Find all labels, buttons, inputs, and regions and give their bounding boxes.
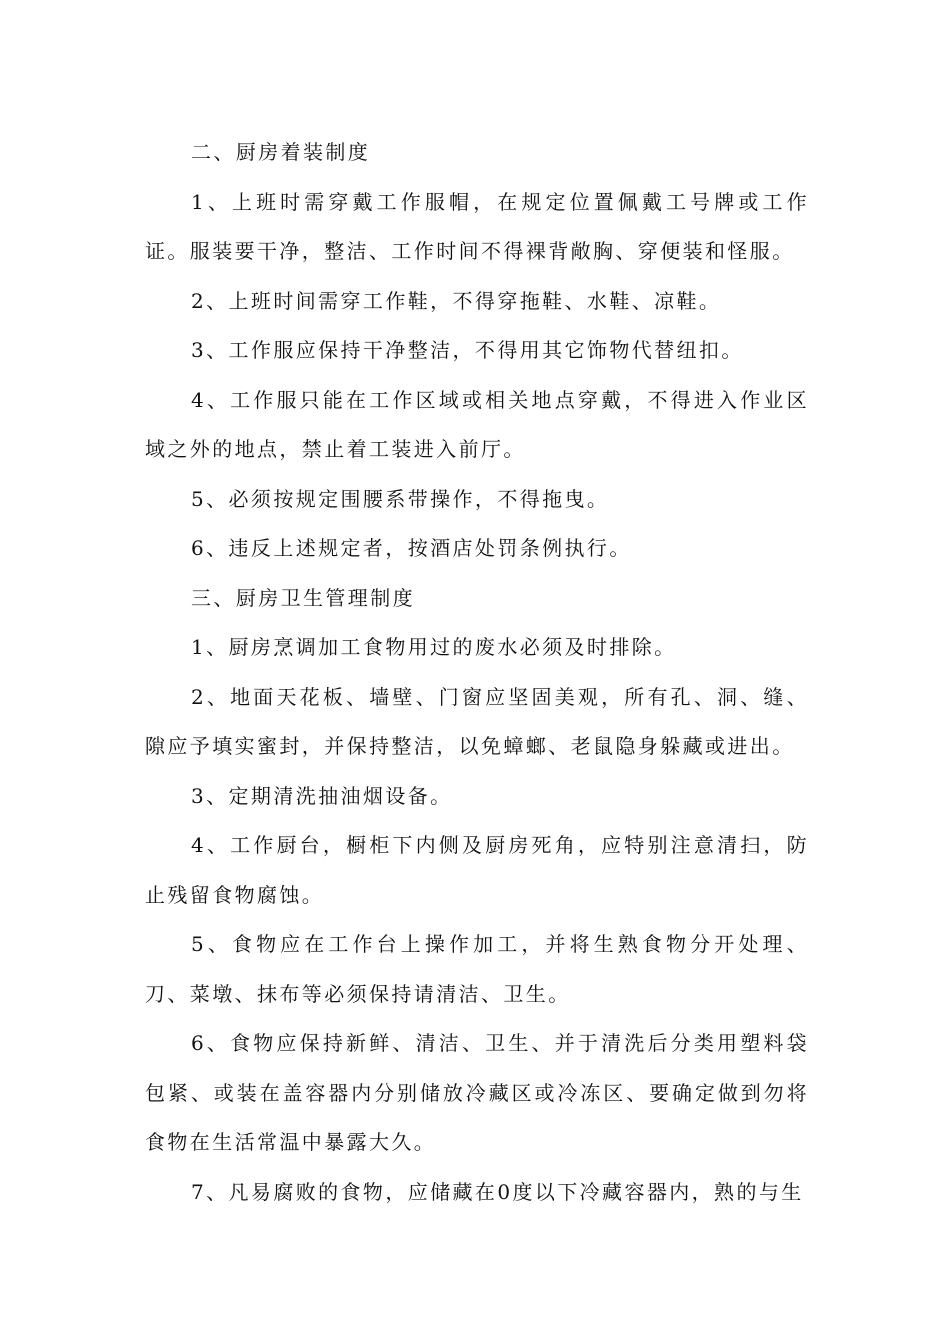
paragraph: 2、地面天花板、墙壁、门窗应坚固美观，所有孔、洞、缝、隙应予填实蜜封，并保持整洁，以免蟑螂、老鼠隐身躲藏或进出。	[145, 684, 809, 758]
paragraph: 3、定期清洗抽油烟设备。	[191, 783, 453, 808]
paragraph: 1、厨房烹调加工食物用过的废水必须及时排除。	[191, 635, 677, 659]
document-body	[145, 128, 809, 1217]
paragraph: 5、必须按规定围腰系带操作，不得拖曳。	[191, 486, 610, 511]
paragraph: 3、工作服应保持干净整洁，不得用其它饰物代替纽扣。	[191, 338, 744, 362]
paragraph: 1、上班时需穿戴工作服帽，在规定位置佩戴工号牌或工作证。服装要干净，整洁、工作时间不得裸背敞胸、穿便装和怪服。	[145, 189, 809, 263]
paragraph: 6、食物应保持新鲜、清洁、卫生、并于清洗后分类用塑料袋包紧、或装在盖容器内分别储放冷藏区或冷冻区、要确定做到勿将食物在生活常温中暴露大久。	[145, 1031, 809, 1154]
section-heading-attire: 二、厨房着装制度	[191, 140, 371, 164]
paragraph: 4、工作服只能在工作区域或相关地点穿戴，不得进入作业区域之外的地点，禁止着工装进入前厅。	[145, 387, 809, 461]
paragraph: 7、凡易腐败的食物，应储藏在0度以下冷藏容器内，熟的与生	[191, 1179, 804, 1204]
paragraph: 6、违反上述规定者，按酒店处罚条例执行。	[191, 536, 632, 560]
section-heading-hygiene: 三、厨房卫生管理制度	[191, 585, 415, 610]
paragraph: 4、工作厨台，橱柜下内侧及厨房死角，应特别注意清扫，防止残留食物腐蚀。	[145, 833, 809, 907]
paragraph: 2、上班时间需穿工作鞋，不得穿拖鞋、水鞋、凉鞋。	[191, 288, 722, 313]
paragraph: 5、食物应在工作台上操作加工，并将生熟食物分开处理、刀、菜墩、抹布等必须保持请清洁、卫生。	[145, 932, 809, 1006]
